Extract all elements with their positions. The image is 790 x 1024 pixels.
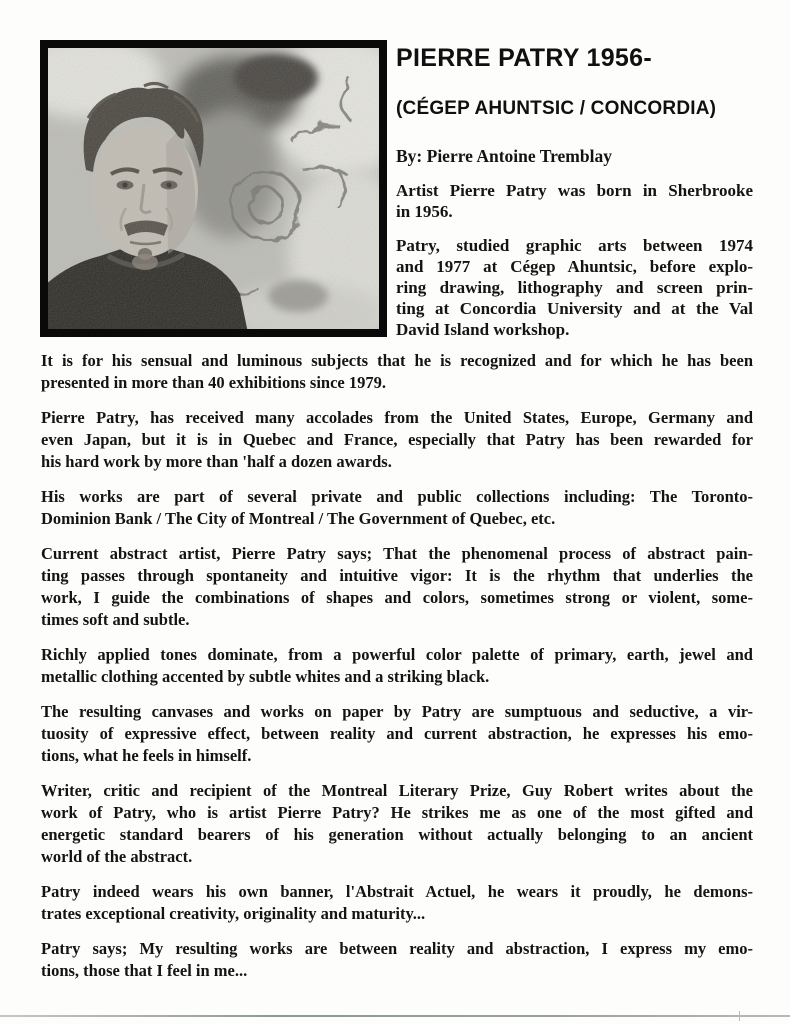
byline: By: Pierre Antoine Tremblay	[396, 146, 612, 166]
text-line: Patry, studied graphic arts between 1974	[396, 236, 753, 255]
intro-paragraph	[396, 180, 753, 222]
article-body	[0, 340, 790, 982]
text-line: presented in more than 40 exhibitions since 1979.	[41, 373, 386, 392]
text-line: trates exceptional creativity, originality and maturity...	[41, 904, 426, 923]
body-paragraph	[41, 407, 753, 473]
text-line: David Island workshop.	[396, 320, 570, 339]
text-line: The resulting canvases and works on paper by Patry are sumptuous and seductive, a vir-	[41, 702, 753, 721]
body-paragraph	[41, 350, 753, 394]
header-section	[0, 0, 790, 340]
text-line: energetic standard bearers of his generation without actually belonging to an ancient	[41, 825, 753, 844]
text-line: tions, those that I feel in me...	[41, 961, 248, 980]
text-line: It is for his sensual and luminous subjects that he is recognized and for which he has been	[41, 351, 753, 370]
text-line: his hard work by more than 'half a dozen awards.	[41, 452, 392, 471]
text-line: and 1977 at Cégep Ahuntsic, before explo-	[396, 257, 753, 276]
text-line: ting passes through spontaneity and intuitive vigor: It is the rhythm that underlies the	[41, 566, 753, 585]
intro-paragraph	[396, 235, 753, 340]
photo-grain-overlay	[48, 48, 379, 329]
portrait-illustration	[48, 48, 379, 329]
text-line: in 1956.	[396, 202, 453, 221]
page-bottom-rule	[0, 1015, 790, 1017]
scan-edge-mark	[739, 1011, 740, 1021]
text-line: times soft and subtle.	[41, 610, 190, 629]
text-line: ring drawing, lithography and screen prin-	[396, 278, 753, 297]
text-line: Pierre Patry, has received many accolades from the United States, Europe, Germany and	[41, 408, 753, 427]
text-line: Richly applied tones dominate, from a powerful color palette of primary, earth, jewel and	[41, 645, 753, 664]
text-line: world of the abstract.	[41, 847, 193, 866]
text-line: Artist Pierre Patry was born in Sherbrooke	[396, 181, 753, 200]
text-line: Patry indeed wears his own banner, l'Abstrait Actuel, he wears it proudly, he demons-	[41, 882, 753, 901]
text-line: Writer, critic and recipient of the Montreal Literary Prize, Guy Robert writes about the	[41, 781, 753, 800]
body-paragraph	[41, 881, 753, 925]
text-line: tuosity of expressive effect, between reality and current abstraction, he expresses his emo-	[41, 724, 753, 743]
text-line: Patry says; My resulting works are between reality and abstraction, I express my emo-	[41, 939, 753, 958]
header-text-column	[396, 40, 753, 340]
page-subtitle: (CÉGEP AHUNTSIC / CONCORDIA)	[396, 98, 717, 119]
text-line: Dominion Bank / The City of Montreal / The Government of Quebec, etc.	[41, 509, 556, 528]
portrait-photo	[40, 40, 387, 337]
text-line: ting at Concordia University and at the Val	[396, 299, 753, 318]
body-paragraph	[41, 486, 753, 530]
body-paragraph	[41, 644, 753, 688]
text-line: work, I guide the combinations of shapes and colors, sometimes strong or violent, some-	[41, 588, 753, 607]
text-line: tions, what he feels in himself.	[41, 746, 252, 765]
body-paragraph	[41, 543, 753, 631]
body-paragraph	[41, 701, 753, 767]
text-line: metallic clothing accented by subtle whites and a striking black.	[41, 667, 490, 686]
text-line: even Japan, but it is in Quebec and France, especially that Patry has been rewarded for	[41, 430, 753, 449]
page-title: PIERRE PATRY 1956-	[396, 44, 652, 72]
text-line: His works are part of several private and public collections including: The Toronto-	[41, 487, 753, 506]
text-line: Current abstract artist, Pierre Patry says; That the phenomenal process of abstract pain-	[41, 544, 753, 563]
body-paragraph	[41, 938, 753, 982]
text-line: work of Patry, who is artist Pierre Patry? He strikes me as one of the most gifted and	[41, 803, 753, 822]
body-paragraph	[41, 780, 753, 868]
